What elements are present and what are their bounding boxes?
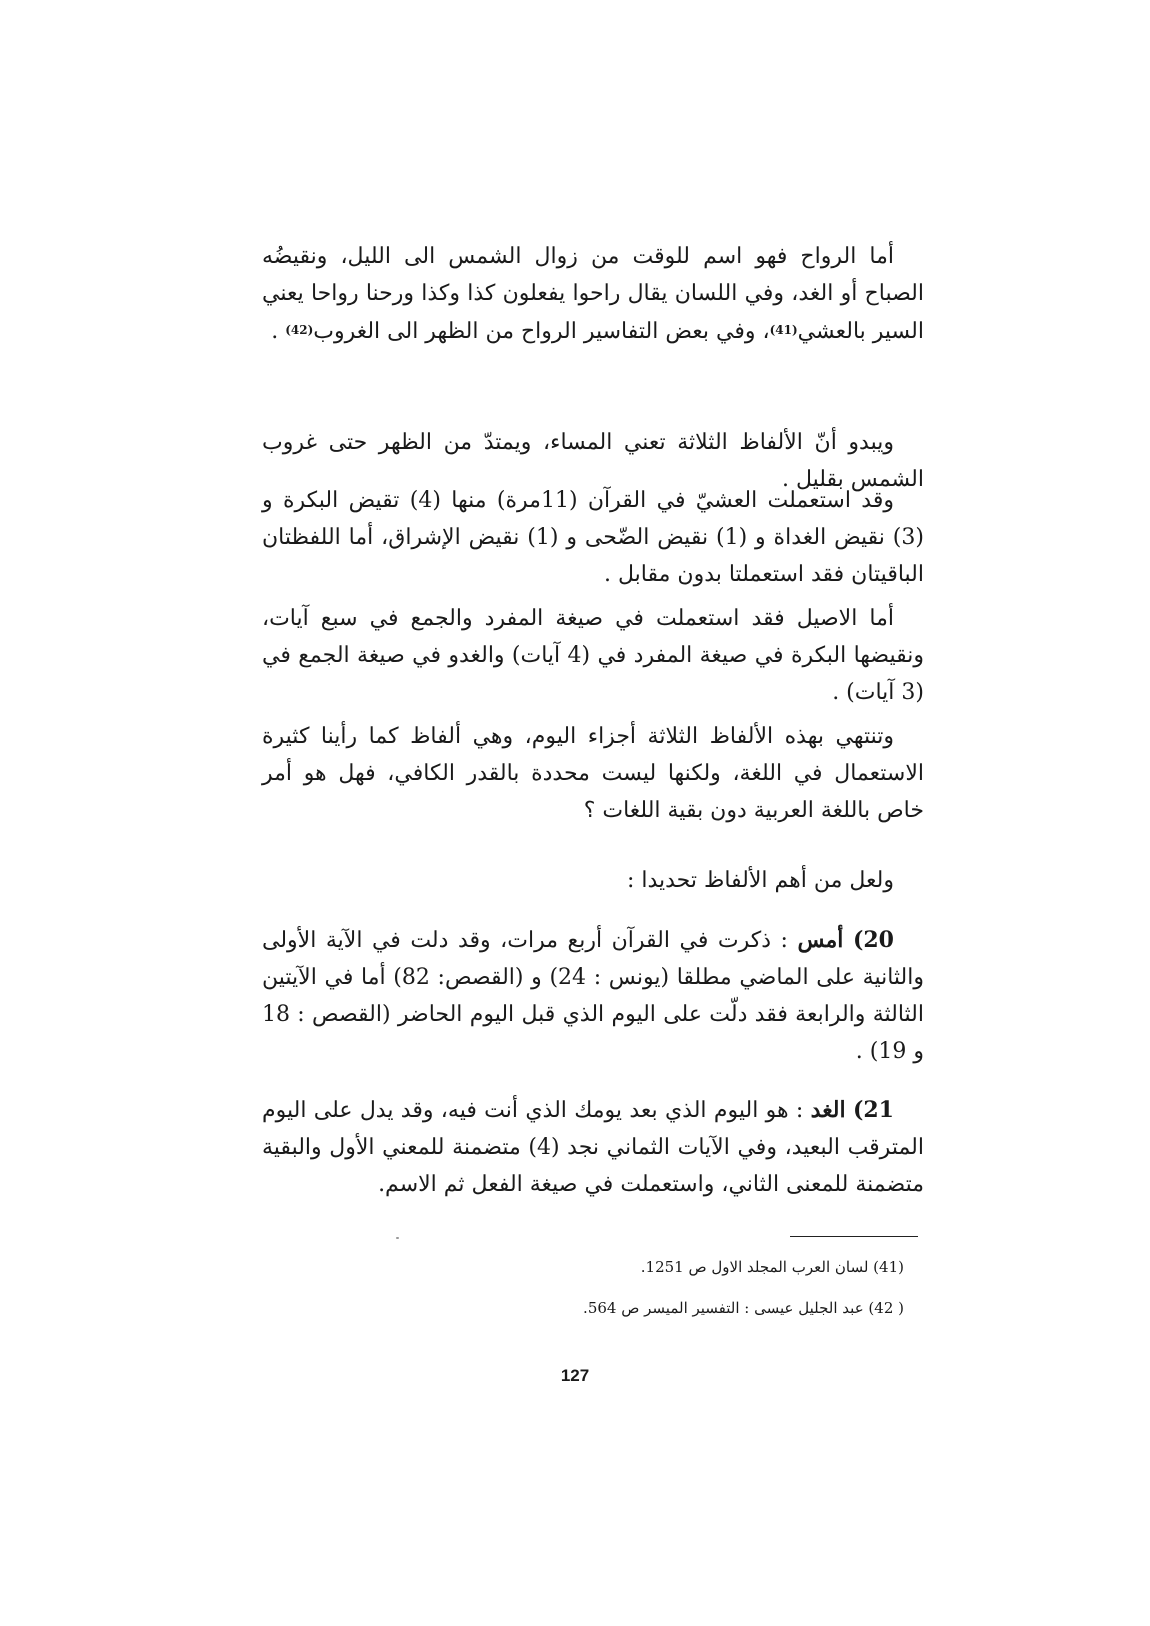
paragraph-text: ويبدو أنّ الألفاظ الثلاثة تعني المساء، ويمتدّ من الظهر حتى غروب الشمس بقليل . [262, 430, 924, 492]
footnote-separator [790, 1236, 918, 1237]
entry-term: أمس [797, 927, 844, 953]
entry-term: الغد [810, 1097, 846, 1123]
footnote-ref-41: (41) [769, 323, 798, 337]
footnote-42: ( 42) عبد الجليل عيسى : التفسير الميسر ص 564. [583, 1299, 904, 1317]
paragraph-text: وتنتهي بهذه الألفاظ الثلاثة أجزاء اليوم، وهي ألفاظ كما رأينا كثيرة الاستعمال في اللغة، ولكنها ليست محددة بالقدر الكافي، فهل هو أمر خاص باللغة العربية دون بقية اللغات ؟ [262, 724, 924, 823]
paragraph-text: أما الرواح فهو اسم للوقت من زوال الشمس الى الليل، ونقيضُه الصباح أو الغد، وفي اللسان يقال راحوا يفعلون كذا وكذا ورحنا رواحا يعني السير بالعشي [262, 244, 924, 344]
paragraph-intro-list [262, 862, 924, 899]
paragraph-text: وقد استعملت العشيّ في القرآن (11مرة) منها (4) تقيض البكرة و (3) نقيض الغداة و (1) نقيض الضّحى و (1) نقيض الإشراق، أما اللفظتان الباقيتان فقد استعملتا بدون مقابل . [262, 488, 924, 587]
entry-number: 21) [852, 1097, 894, 1123]
entry-text: : هو اليوم الذي بعد يومك الذي أنت فيه، وقد يدل على اليوم المترقب البعيد، وفي الآيات الثماني نجد (4) متضمنة للمعني الأول والبقية متضمنة للمعنى الثاني، واستعملت في صيغة الفعل ثم الاسم. [262, 1098, 924, 1197]
paragraph-text: ولعل من أهم الألفاظ تحديدا : [626, 868, 894, 893]
entry-21-ghad [262, 1092, 924, 1203]
paragraph-asil [262, 600, 924, 711]
paragraph-ashiy [262, 482, 924, 593]
paragraph-text: . [271, 319, 286, 344]
scan-speck [396, 1237, 399, 1239]
entry-text: : ذكرت في القرآن أربع مرات، وقد دلت في الآية الأولى والثانية على الماضي مطلقا (يونس : 24) و (القصص: 82) أما في الآيتين الثالثة والرابعة فقد دلّت على اليوم الذي قبل اليوم الحاضر (القصص : 18 و 19) . [262, 928, 925, 1064]
paragraph-day-parts [262, 718, 924, 829]
paragraph-text: أما الاصيل فقد استعملت في صيغة المفرد والجمع في سبع آيات، ونقيضها البكرة في صيغة المفرد في (4 آيات) والغدو في صيغة الجمع في (3 آيات) . [262, 606, 925, 705]
entry-number: 20) [852, 927, 894, 953]
paragraph-text: ، وفي بعض التفاسير الرواح من الظهر الى الغروب [313, 319, 770, 344]
entry-20-ams [262, 922, 924, 1070]
page-number: 127 [560, 1366, 590, 1385]
footnote-ref-42: (42) [285, 323, 314, 337]
footnote-41: (41) لسان العرب المجلد الاول ص 1251. [640, 1258, 904, 1276]
paragraph-rawah [262, 238, 924, 350]
